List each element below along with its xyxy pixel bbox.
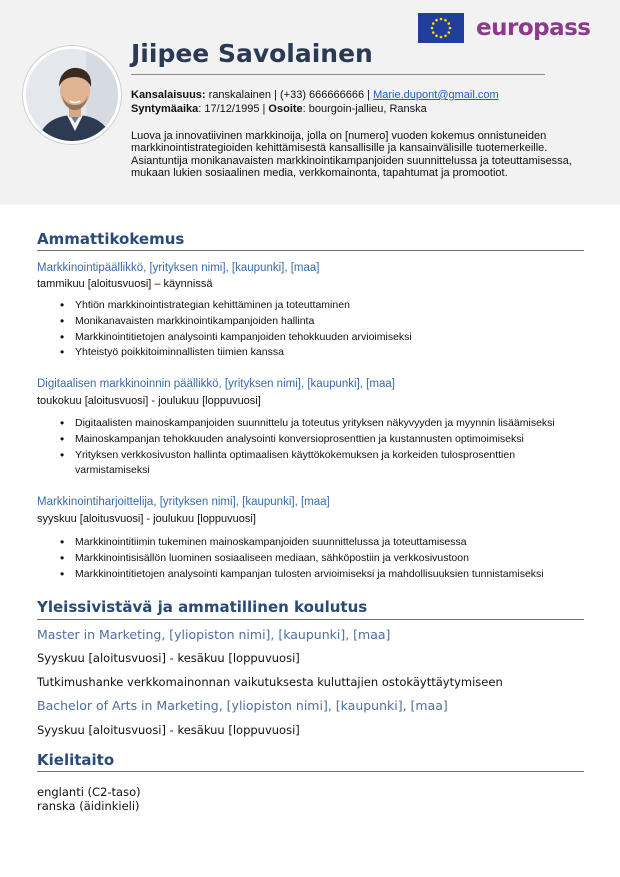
language-item: ranska (äidinkieli) [37,799,140,813]
contact-line-1 [131,88,499,102]
education-title: Bachelor of Arts in Marketing, [yliopiston nimi], [kaupunki], [maa] [37,698,448,713]
separator: | [259,103,269,115]
job-bullets [60,298,412,361]
job-dates: syyskuu [aloitusvuosi] - joulukuu [loppuvuosi] [37,513,256,525]
section-divider [37,619,584,620]
address-value: : bourgoin-jallieu, Ranska [302,103,427,115]
list-item: • Markkinointitietojen analysointi kampanjoiden tehokkuuden arvioimiseksi [60,330,412,346]
list-item: • Yhteistyö poikkitoiminnallisten tiimien kanssa [60,345,412,361]
job-title: Digitaalisen markkinoinnin päällikkö, [yrityksen nimi], [kaupunki], [maa] [37,378,395,390]
birthdate-label: Syntymäaika [131,103,199,115]
list-item: • Markkinointitietojen analysointi kampanjan tulosten arvioimiseksi ja mahdollisuuksien tunnistamiseksi [60,567,580,583]
job-bullets [60,416,570,479]
list-item: • Markkinointitiimin tukeminen mainoskampanjoiden suunnittelussa ja toteuttamisessa [60,535,580,551]
job-title: Markkinointiharjoittelija, [yrityksen nimi], [kaupunki], [maa] [37,496,330,508]
email-link[interactable]: Marie.dupont@gmail.com [373,89,499,101]
job-bullets [60,535,580,582]
eu-flag-icon [418,13,464,43]
list-item: • Mainoskampanjan tehokkuuden analysointi konversioprosenttien ja kustannusten optimoimiseksi [60,432,570,448]
phone-value: (+33) 666666666 [280,89,365,101]
education-detail: Tutkimushanke verkkomainonnan vaikutuksesta kuluttajien ostokäyttäytymiseen [37,675,503,689]
birthdate-value: : 17/12/1995 [198,103,260,115]
list-item: • Yhtiön markkinointistrategian kehittäminen ja toteuttaminen [60,298,412,314]
section-title-languages: Kielitaito [37,751,115,769]
name-divider [131,74,545,75]
nationality-value: ranskalainen [208,89,272,101]
europass-logo: europass [476,15,591,41]
section-divider [37,250,584,251]
job-title: Markkinointipäällikkö, [yrityksen nimi], [kaupunki], [maa] [37,262,320,274]
address-label: Osoite [268,103,303,115]
separator: | [271,89,281,101]
education-dates: Syyskuu [aloitusvuosi] - kesäkuu [loppuvuosi] [37,651,300,665]
person-name: Jiipee Savolainen [131,39,373,68]
list-item: • Digitaalisten mainoskampanjoiden suunnittelu ja toteutus yrityksen näkyvyyden ja myynnin lisäämiseksi [60,416,570,432]
education-title: Master in Marketing, [yliopiston nimi], [kaupunki], [maa] [37,627,391,642]
section-title-experience: Ammattikokemus [37,230,185,248]
nationality-label: Kansalaisuus: [131,89,206,101]
profile-summary: Luova ja innovatiivinen markkinoija, jolla on [numero] vuoden kokemus onnistuneiden markkinointistrategioiden kehittämisestä kansallisille ja kansainvälisille tuotemerkeille. Asiantuntija monikanavaisten markkinointikampanjoiden suunnittelussa ja toteuttamisessa, mukaan lukien sosiaalinen media, verkkomainonta, tapahtumat ja promootiot. [131,130,572,180]
section-title-education: Yleissivistävä ja ammatillinen koulutus [37,598,368,616]
list-item: • Yrityksen verkkosivuston hallinta optimaalisen käyttökokemuksen ja korkeiden tulosprosenttien varmistamiseksi [60,448,570,480]
job-dates: tammikuu [aloitusvuosi] – käynnissä [37,278,213,290]
separator: | [364,89,374,101]
education-dates: Syyskuu [aloitusvuosi] - kesäkuu [loppuvuosi] [37,723,300,737]
language-item: englanti (C2-taso) [37,785,141,799]
list-item: • Monikanavaisten markkinointikampanjoiden hallinta [60,314,412,330]
section-divider [37,771,584,772]
contact-line-2 [131,102,427,116]
profile-photo [23,46,121,144]
job-dates: toukokuu [aloitusvuosi] - joulukuu [loppuvuosi] [37,395,261,407]
list-item: • Markkinointisisällön luominen sosiaaliseen mediaan, sähköpostiin ja verkkosivustoon [60,551,580,567]
